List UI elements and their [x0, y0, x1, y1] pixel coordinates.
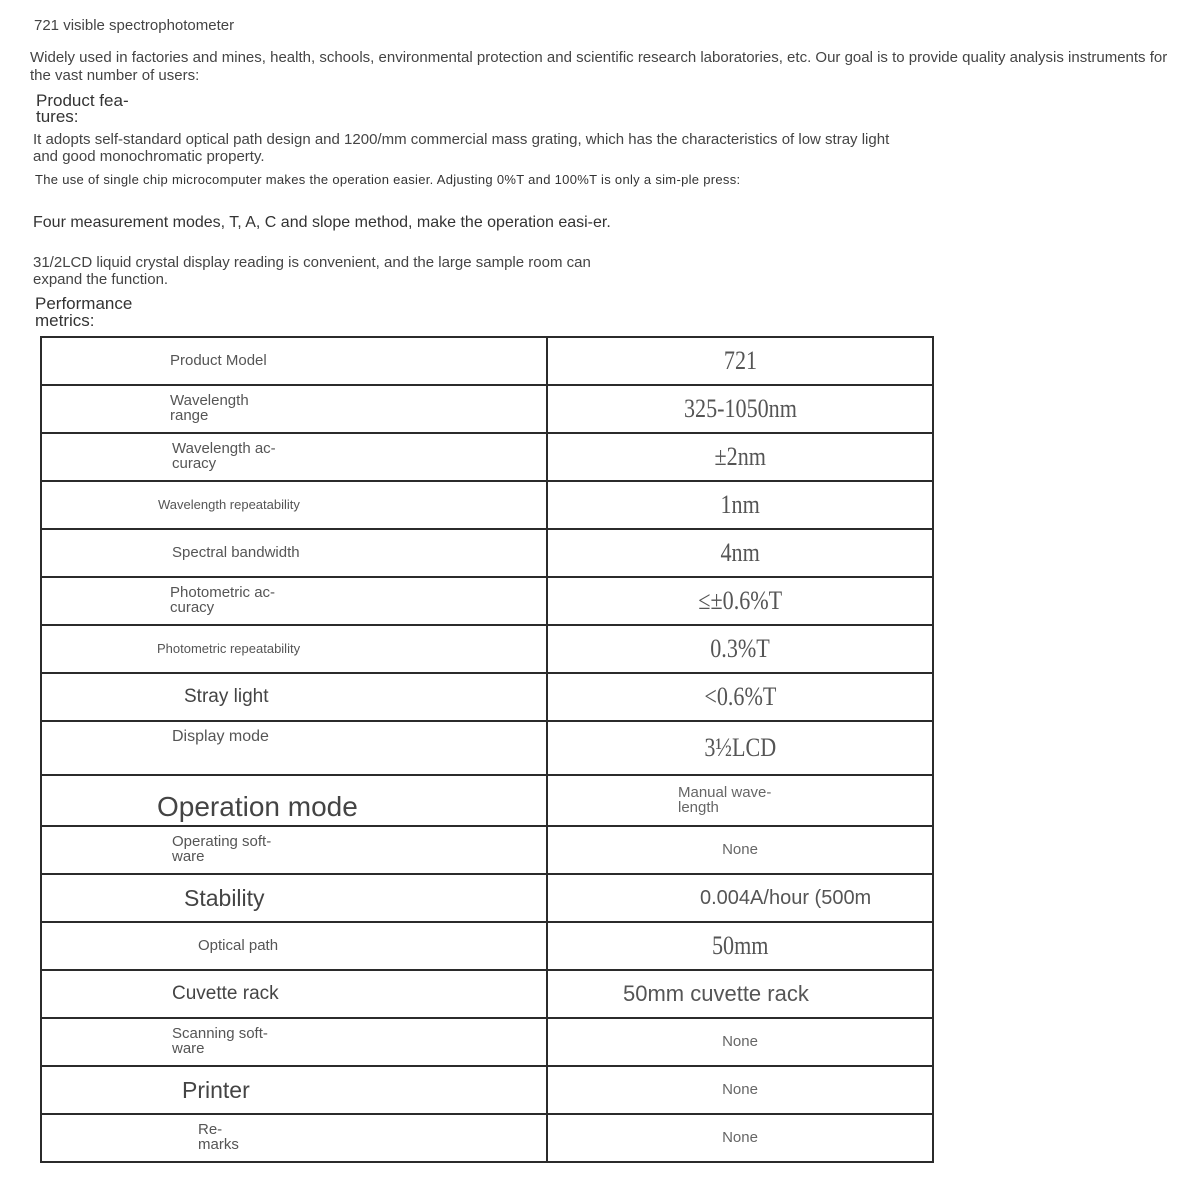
table-row: [41, 1114, 933, 1162]
spec-label: Product Model: [170, 352, 267, 369]
table-row: [41, 775, 933, 826]
feature-item: Four measurement modes, T, A, C and slope method, make the operation easi-er.: [33, 214, 611, 231]
spec-label: Re-marks: [198, 1121, 239, 1153]
table-row: [41, 337, 933, 385]
table-row: [41, 874, 933, 922]
spec-value: 0.004A/hour (500m: [700, 887, 872, 909]
spec-label: Stray light: [184, 686, 269, 707]
spec-value: 1nm: [720, 490, 760, 519]
spec-value: ≤±0.6%T: [698, 586, 782, 615]
table-row: [41, 1066, 933, 1114]
spec-value: Manual wave-length: [678, 783, 772, 816]
table-row: [41, 529, 933, 577]
spec-value: 0.3%T: [710, 634, 770, 663]
table-row: [41, 385, 933, 433]
feature-item: 31/2LCD liquid crystal display reading is convenient, and the large sample room can expand the function.: [33, 254, 591, 288]
spec-value: None: [722, 1129, 758, 1146]
table-row: [41, 721, 933, 775]
table-row: [41, 673, 933, 721]
spec-value: 4nm: [720, 538, 760, 567]
table-row: [41, 922, 933, 970]
spec-label: Cuvette rack: [172, 983, 279, 1004]
table-row: [41, 577, 933, 625]
table-row: [41, 625, 933, 673]
spec-label: Wavelength ac-curacy: [172, 440, 276, 472]
spec-value: None: [722, 841, 758, 858]
table-row: [41, 970, 933, 1018]
spec-label: Spectral bandwidth: [172, 544, 300, 561]
spec-value: 50mm cuvette rack: [623, 981, 809, 1006]
table-row: [41, 826, 933, 874]
specifications-table: [40, 336, 934, 1163]
spec-value: None: [722, 1081, 758, 1098]
intro-paragraph: Widely used in factories and mines, health, schools, environmental protection and scientific research laboratories, etc. Our goal is to provide quality analysis instruments for the vast number of users:: [30, 49, 1168, 84]
spec-label: Photometric ac-curacy: [170, 584, 276, 616]
spec-label: Photometric repeatability: [157, 641, 301, 656]
spec-value: None: [722, 1033, 758, 1050]
spec-label: Wavelength range: [170, 392, 249, 424]
metrics-heading: Performance metrics:: [35, 294, 133, 330]
spec-value: <0.6%T: [703, 682, 776, 711]
spec-value: 3½LCD: [704, 733, 776, 762]
features-heading: Product fea-tures:: [36, 91, 129, 126]
spec-label: Display mode: [172, 728, 269, 745]
spec-label: Printer: [182, 1076, 250, 1103]
spec-value: 50mm: [711, 931, 769, 960]
table-row: [41, 1018, 933, 1066]
spec-value: ±2nm: [714, 442, 766, 471]
feature-item: The use of single chip microcomputer makes the operation easier. Adjusting 0%T and 100%T is only a sim-ple press:: [35, 172, 741, 187]
spec-label: Operating soft-ware: [172, 833, 272, 865]
spec-label: Stability: [184, 884, 265, 911]
spec-label: Optical path: [198, 937, 279, 954]
table-row: [41, 433, 933, 481]
table-row: [41, 481, 933, 529]
spec-label: Wavelength repeatability: [158, 497, 300, 512]
spec-label: Operation mode: [157, 791, 358, 822]
spec-label: Scanning soft-ware: [172, 1025, 268, 1057]
spec-value: 721: [723, 346, 757, 375]
page-title: 721 visible spectrophotometer: [34, 17, 235, 34]
spec-value: 325-1050nm: [683, 394, 797, 423]
feature-item: It adopts self-standard optical path design and 1200/mm commercial mass grating, which has the characteristics of low stray light and good monochromatic property.: [33, 131, 890, 165]
